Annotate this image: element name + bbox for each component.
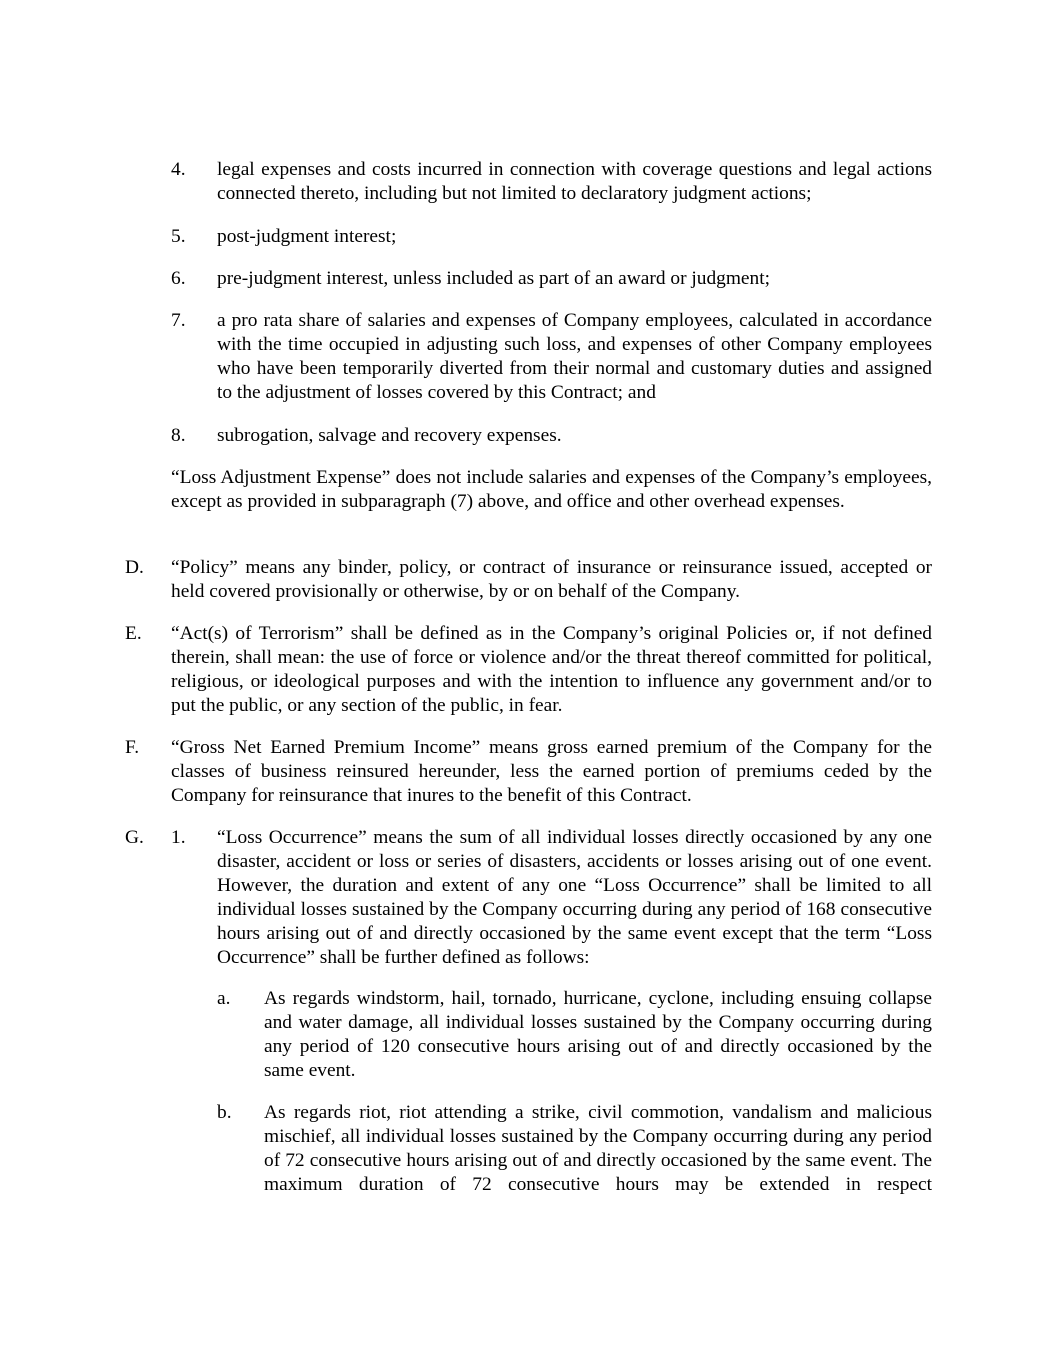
list-item-number: 7. <box>171 310 186 331</box>
section-label: G. <box>125 827 144 848</box>
list-item-text: subrogation, salvage and recovery expenses. <box>217 425 562 446</box>
list-item-number: 6. <box>171 268 186 289</box>
list-item-4 <box>0 158 1055 206</box>
list-item-number: 4. <box>171 159 186 180</box>
section-text: “Policy” means any binder, policy, or contract of insurance or reinsurance issued, accepted or held covered provisionally or otherwise, by or on behalf of the Company. <box>171 557 932 602</box>
list-item-text: legal expenses and costs incurred in connection with coverage questions and legal actions connected thereto, including but not limited to declaratory judgment actions; <box>217 159 932 204</box>
section-label: D. <box>125 557 144 578</box>
list-item-text: a pro rata share of salaries and expenses of Company employees, calculated in accordance with the time occupied in adjusting such loss, and expenses of other Company employees who have been temporarily diverted from their normal and customary duties and assigned to the adjustment of losses covered by this Contract; and <box>217 310 932 403</box>
section-text: “Gross Net Earned Premium Income” means gross earned premium of the Company for the classes of business reinsured hereunder, less the earned portion of premiums ceded by the Company for reinsurance that inures to the benefit of this Contract. <box>171 737 932 806</box>
subsection-text: As regards riot, riot attending a strike, civil commotion, vandalism and malicious mischief, all individual losses sustained by the Company occurring during any period of 72 consecutive hours arising out of and directly occasioned by the same event. The maximum duration of 72 consecutive hours may be extended in respect <box>264 1102 932 1195</box>
subsection-label: 1. <box>171 827 186 848</box>
subsection-g-1-a <box>0 987 1055 1083</box>
list-item-text: pre-judgment interest, unless included as part of an award or judgment; <box>217 268 771 289</box>
list-item-number: 5. <box>171 226 186 247</box>
subsection-label: b. <box>217 1102 232 1123</box>
section-f <box>0 736 1055 808</box>
subsection-text: “Loss Occurrence” means the sum of all individual losses directly occasioned by any one disaster, accident or loss or series of disasters, accidents or losses arising out of one event. However, the duration and extent of any one “Loss Occurrence” shall be limited to all individual losses sustained by the Company occurring during any period of 168 consecutive hours arising out of and directly occasioned by the same event except that the term “Loss Occurrence” shall be further defined as follows: <box>217 827 932 968</box>
paragraph-text: “Loss Adjustment Expense” does not include salaries and expenses of the Company’s employees, except as provided in subparagraph (7) above, and office and other overhead expenses. <box>171 467 932 512</box>
loss-adjustment-expense-note <box>0 466 1055 538</box>
subsection-text: As regards windstorm, hail, tornado, hurricane, cyclone, including ensuing collapse and water damage, all individual losses sustained by the Company occurring during any period of 120 consecutive hours arising out of and directly occasioned by the same event. <box>264 988 932 1081</box>
list-item-8 <box>0 424 1055 448</box>
section-g <box>0 826 1055 970</box>
section-d <box>0 556 1055 604</box>
section-label: F. <box>125 737 140 758</box>
list-item-5 <box>0 225 1055 249</box>
list-item-6 <box>0 267 1055 291</box>
list-item-text: post-judgment interest; <box>217 226 397 247</box>
list-item-number: 8. <box>171 425 186 446</box>
subsection-label: a. <box>217 988 231 1009</box>
subsection-g-1-b <box>0 1101 1055 1197</box>
section-text: “Act(s) of Terrorism” shall be defined as in the Company’s original Policies or, if not defined therein, shall mean: the use of force or violence and/or the threat thereof committed for political, religious, or ideological purposes and with the intention to influence any government and/or to put the public, or any section of the public, in fear. <box>171 623 932 716</box>
section-label: E. <box>125 623 142 644</box>
section-e <box>0 622 1055 718</box>
list-item-7 <box>0 309 1055 405</box>
